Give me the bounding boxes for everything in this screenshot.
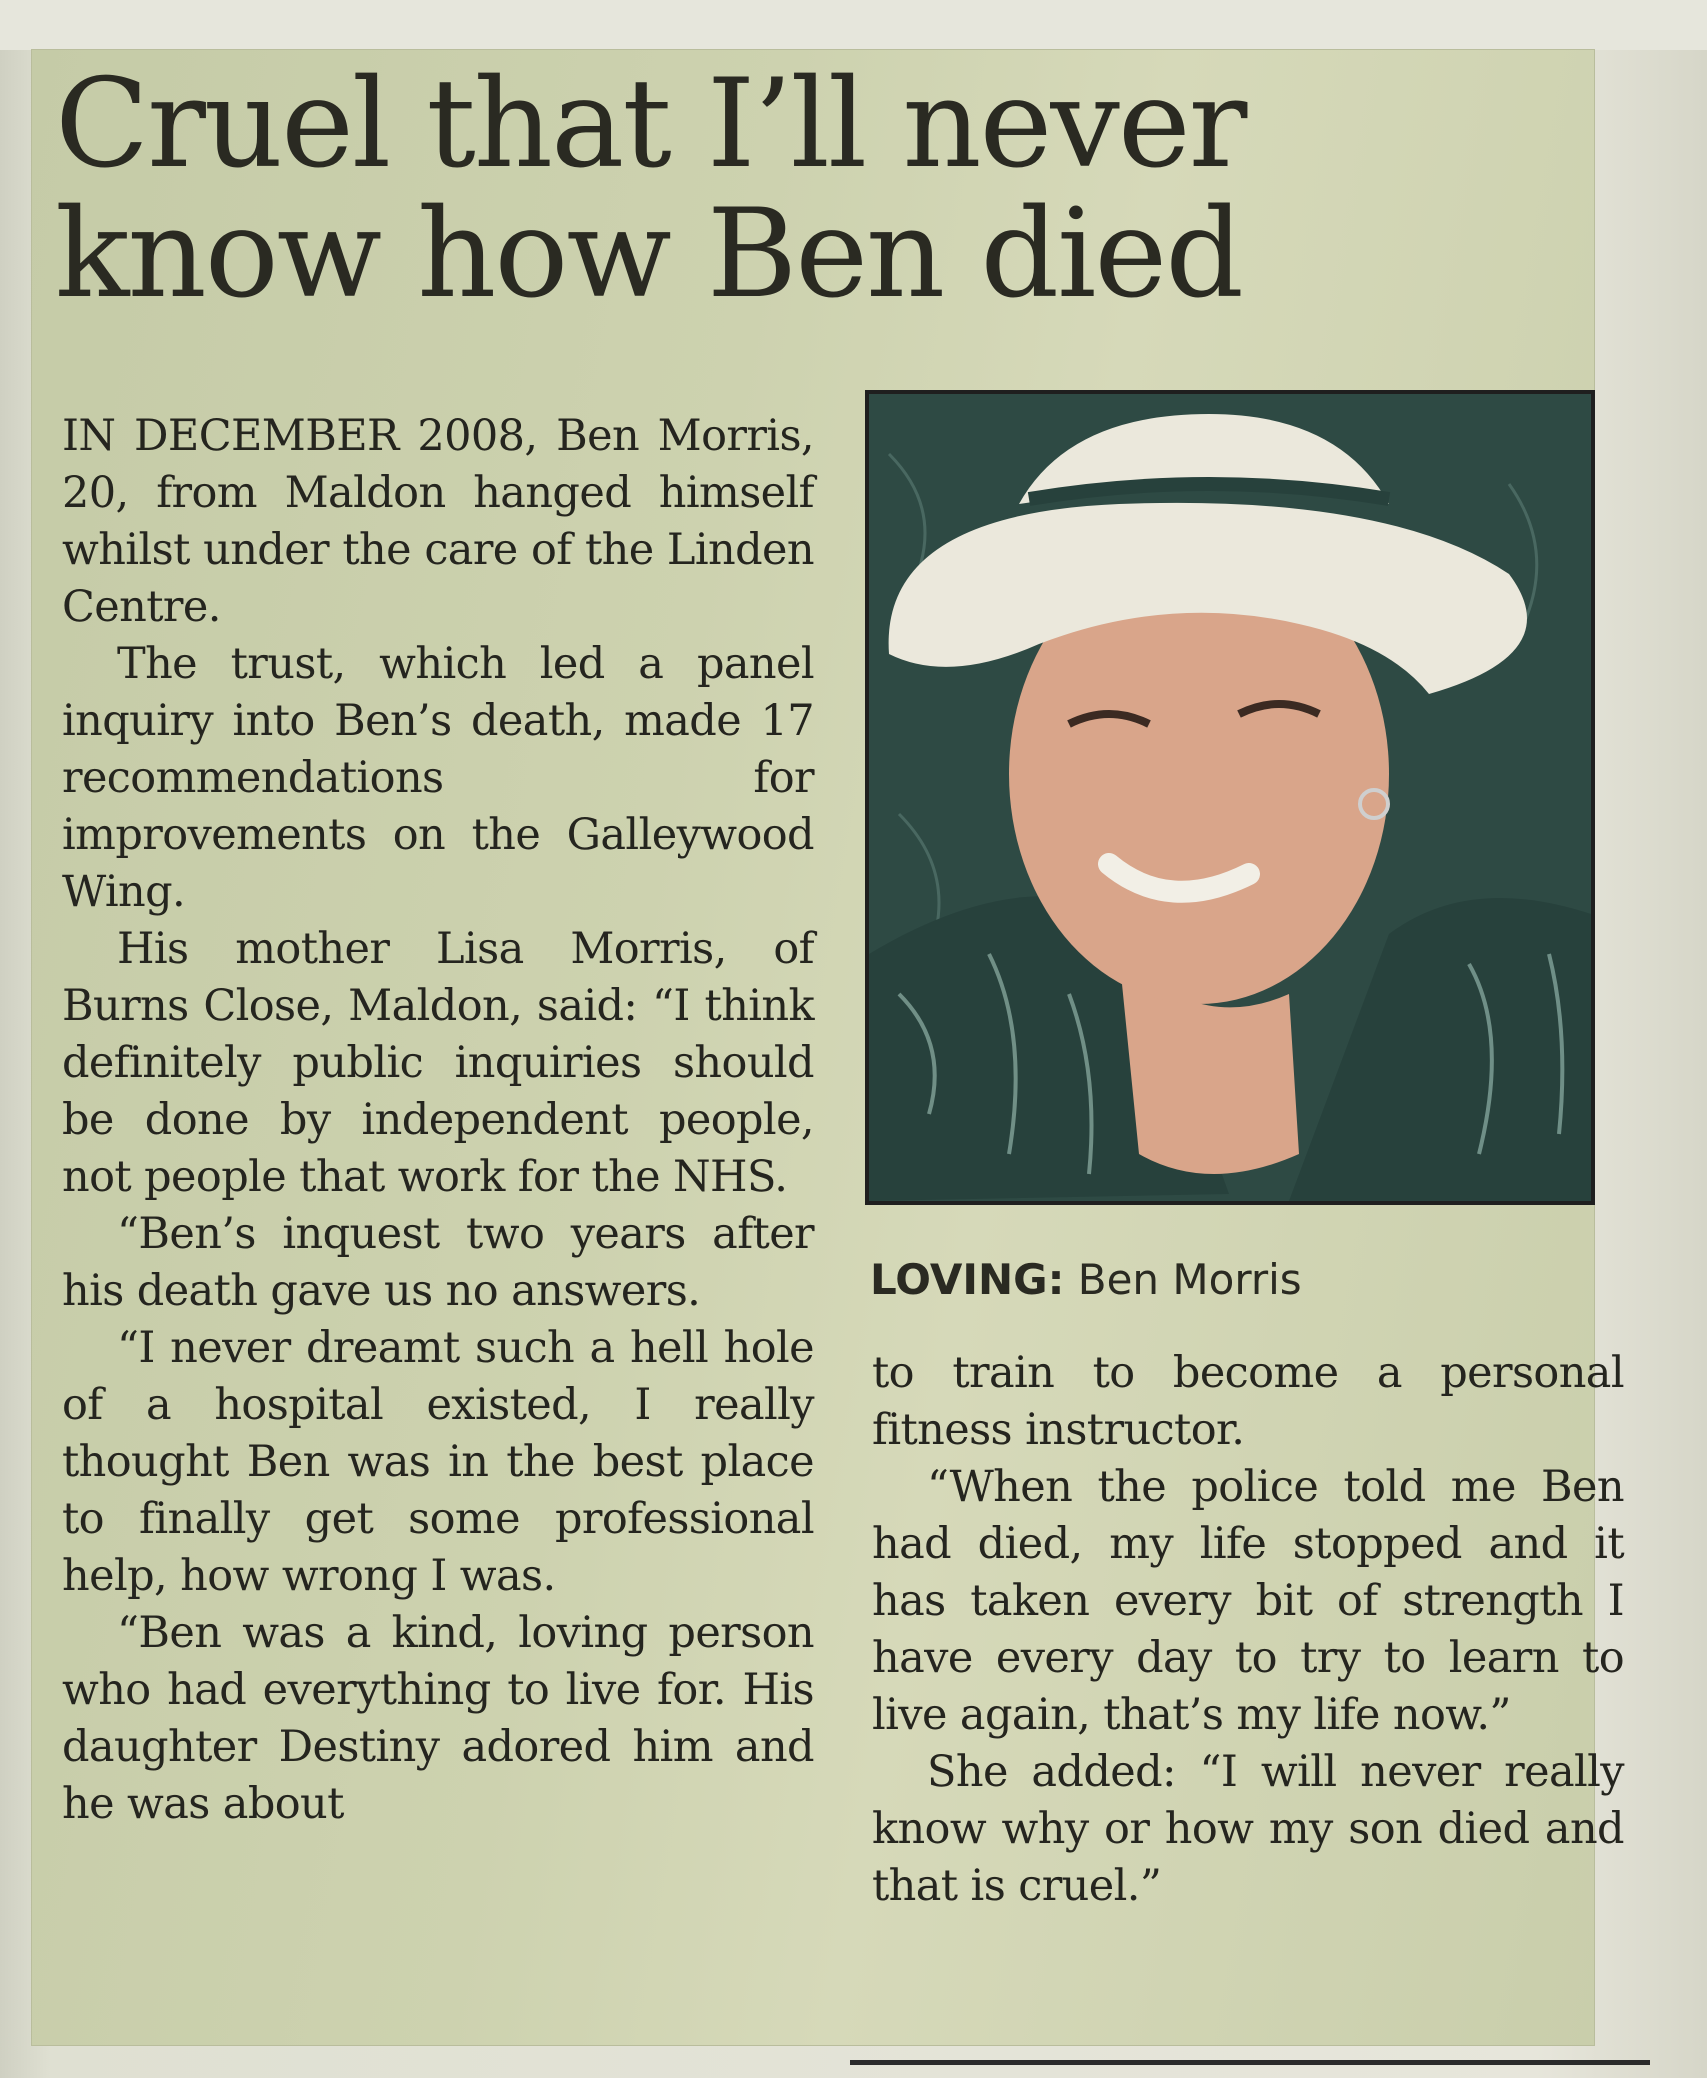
headline-line-2: know how Ben died	[55, 183, 1242, 326]
paragraph: “Ben’s inquest two years after his death gave us no answers.	[62, 1209, 814, 1316]
paragraph: “I never dreamt such a hell hole of a hospital existed, I really thought Ben was in the best place to finally get some professional help, how wrong I was.	[62, 1323, 814, 1601]
left-column	[62, 408, 814, 1833]
caption-text: Ben Morris	[1064, 1255, 1302, 1304]
paragraph: “When the police told me Ben had died, my life stopped and it has taken every bit of strength I have every day to try to learn to live again, that’s my life now.”	[872, 1462, 1624, 1740]
paragraph: The trust, which led a panel inquiry into Ben’s death, made 17 recommendations for improvements on the Galleywood Wing.	[62, 639, 814, 917]
adjacent-column-fragments	[0, 370, 20, 1270]
paragraph: She added: “I will never really know why or how my son died and that is cruel.”	[872, 1747, 1624, 1911]
portrait-photo	[865, 390, 1595, 1205]
caption-label: LOVING:	[870, 1255, 1065, 1304]
paragraph: His mother Lisa Morris, of Burns Close, Maldon, said: “I think definitely public inquiries should be done by independent people, not people that work for the NHS.	[62, 924, 814, 1202]
right-column	[872, 1345, 1624, 1915]
previous-article-strip	[0, 0, 1707, 50]
portrait-illustration	[869, 394, 1591, 1201]
photo-caption	[870, 1255, 1570, 1305]
paragraph: IN DECEMBER 2008, Ben Morris, 20, from Maldon hanged himself whilst under the care of the Linden Centre.	[62, 411, 814, 632]
headline-line-1: Cruel that I’ll never	[55, 53, 1246, 196]
paragraph: to train to become a personal fitness instructor.	[872, 1348, 1624, 1455]
headline	[55, 53, 1455, 326]
column-rule	[850, 2060, 1650, 2065]
paragraph: “Ben was a kind, loving person who had everything to live for. His daughter Destiny adored him and he was about	[62, 1608, 814, 1829]
